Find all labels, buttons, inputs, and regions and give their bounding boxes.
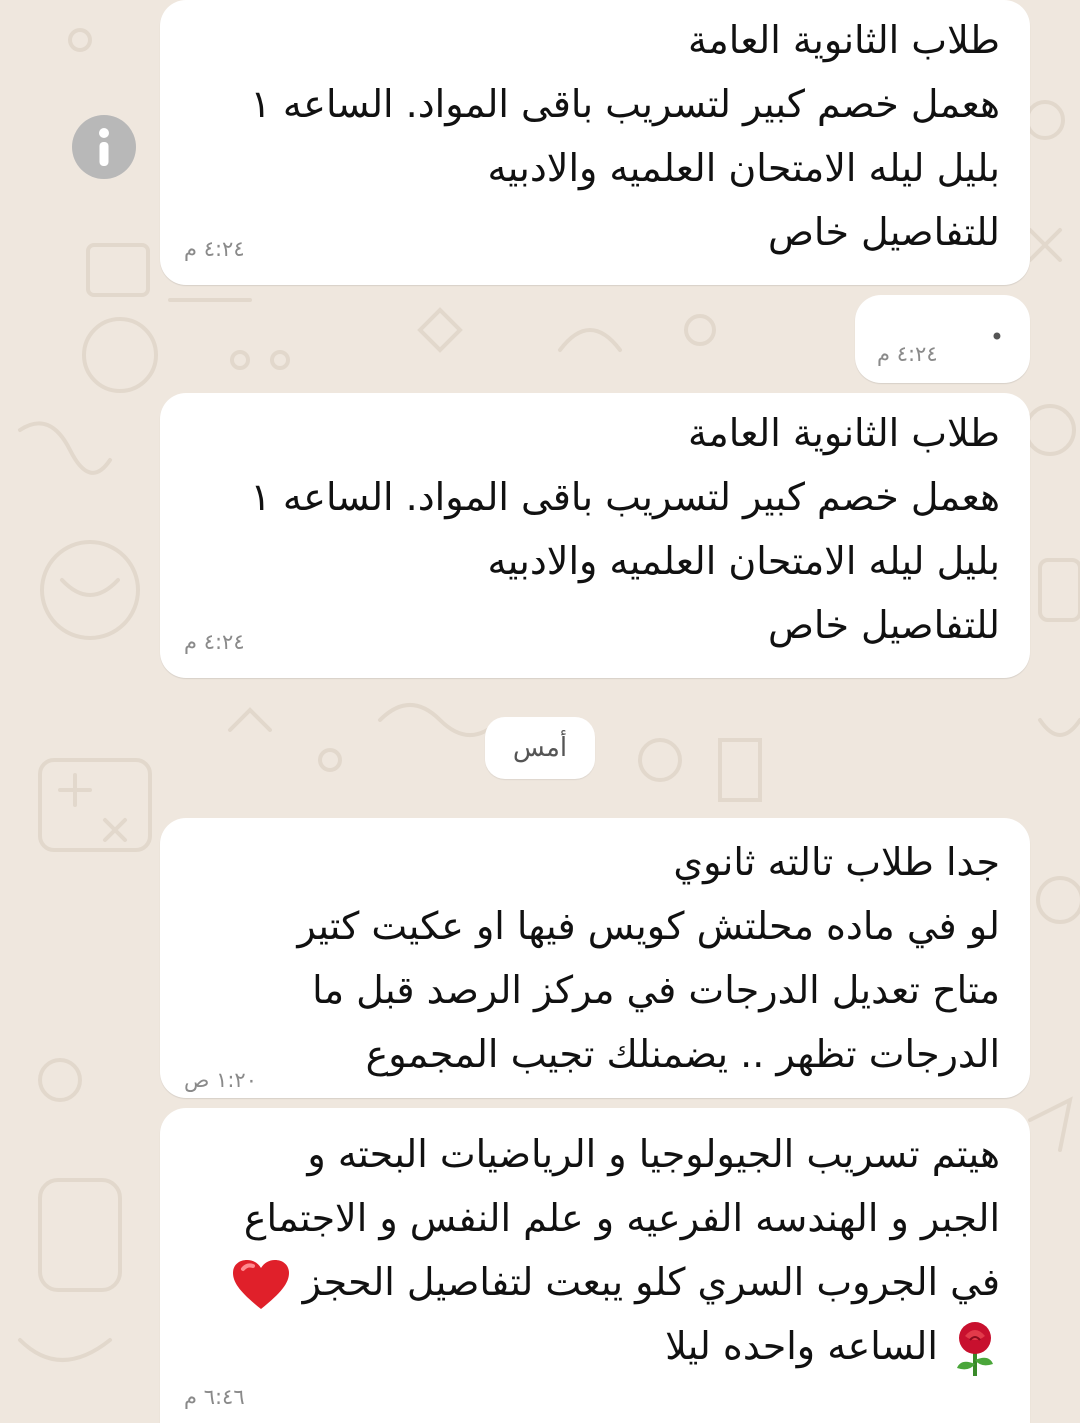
- message-line: للتفاصيل خاص: [767, 210, 1000, 254]
- message-line: متاح تعديل الدرجات في مركز الرصد قبل ما: [312, 968, 1000, 1012]
- message-line: بليل ليله الامتحان العلميه والادبيه: [487, 539, 1000, 583]
- message-line: للتفاصيل خاص: [767, 603, 1000, 647]
- rose-icon: [950, 1320, 1000, 1378]
- message-line-with-emoji: [231, 1250, 1000, 1314]
- date-separator: أمس: [485, 717, 595, 779]
- info-button[interactable]: [72, 115, 136, 179]
- message-line: الساعه واحده ليلا: [665, 1324, 938, 1368]
- message-bubble[interactable]: [160, 1108, 1030, 1423]
- message-bubble[interactable]: [855, 295, 1030, 383]
- message-line: هعمل خصم كبير لتسريب باقى المواد. الساعه ١: [250, 475, 1000, 519]
- message-line: بليل ليله الامتحان العلميه والادبيه: [487, 146, 1000, 190]
- message-line: هيتم تسريب الجيولوجيا و الرياضيات البحته و: [307, 1132, 1000, 1176]
- info-icon: [72, 115, 136, 179]
- message-bubble[interactable]: [160, 393, 1030, 678]
- message-bubble[interactable]: [160, 818, 1030, 1098]
- message-line-with-emoji: [231, 1314, 1000, 1378]
- message-text: [231, 1122, 1000, 1378]
- message-line: الجبر و الهندسه الفرعيه و علم النفس و الاجتماع: [243, 1196, 1000, 1240]
- message-line: لو في ماده محلتش كويس فيها او عكيت كتير: [297, 904, 1000, 948]
- message-line: طلاب الثانوية العامة: [688, 18, 1000, 62]
- message-text: [297, 830, 1000, 1086]
- message-line: هعمل خصم كبير لتسريب باقى المواد. الساعه ١: [250, 82, 1000, 126]
- message-line: طلاب الثانوية العامة: [688, 411, 1000, 455]
- message-text: [990, 305, 1004, 369]
- message-timestamp: ٤:٢٤ م: [184, 237, 245, 261]
- message-timestamp: ٤:٢٤ م: [184, 630, 245, 654]
- red-heart-icon: [231, 1259, 291, 1311]
- message-line: •: [989, 323, 1004, 351]
- message-timestamp: ٤:٢٤ م: [877, 342, 938, 366]
- message-text: [250, 401, 1000, 657]
- message-timestamp: ٦:٤٦ م: [184, 1385, 245, 1409]
- message-line: في الجروب السري كلو يبعت لتفاصيل الحجز: [302, 1260, 1000, 1304]
- message-bubble[interactable]: [160, 0, 1030, 285]
- message-line: الدرجات تظهر .. يضمنلك تجيب المجموع: [365, 1032, 1000, 1076]
- message-text: [250, 8, 1000, 264]
- message-line: جدا طلاب تالته ثانوي: [673, 840, 1000, 884]
- message-timestamp: ١:٢٠ ص: [184, 1068, 257, 1092]
